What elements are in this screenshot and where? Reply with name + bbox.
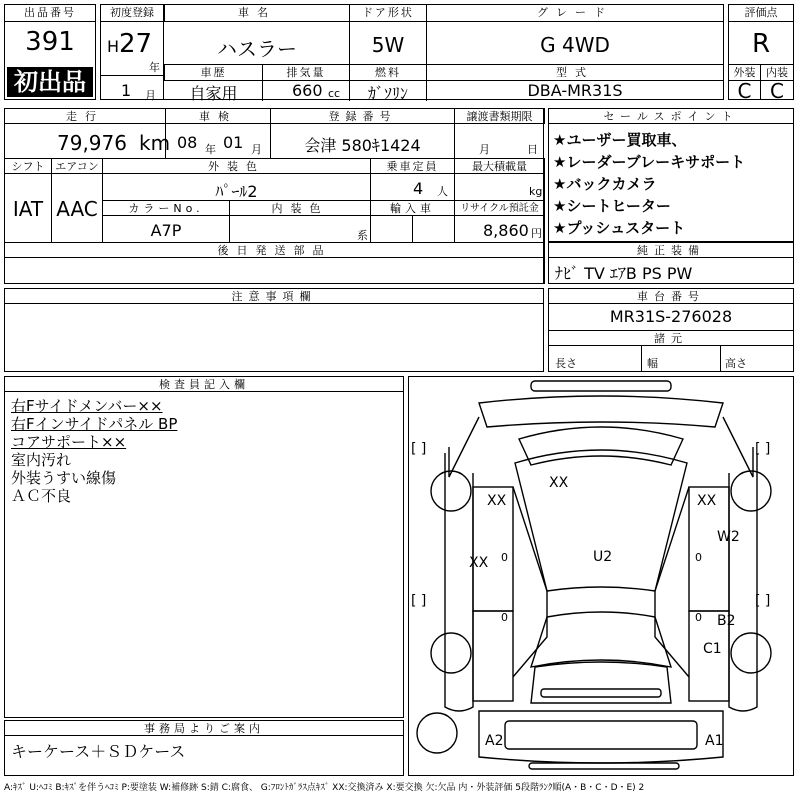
- displacement: 660: [292, 81, 323, 100]
- first-reg-label: 初度登録: [100, 4, 164, 22]
- history-label: 車歴: [164, 64, 263, 81]
- lot-box: [4, 4, 96, 100]
- era: H: [107, 37, 120, 56]
- shift: IAT: [12, 197, 44, 221]
- ac: AAC: [56, 197, 98, 221]
- score-label: 評価点: [728, 4, 794, 22]
- ext-color-label: 外装色: [102, 158, 371, 174]
- chassis-box: [548, 288, 794, 372]
- mark-right-bracket: [ ]: [755, 441, 771, 457]
- rear-view-window: [505, 721, 697, 749]
- mark-rear-left: A2: [485, 733, 504, 749]
- dims-label: 諸元: [548, 330, 794, 346]
- capacity: 4: [413, 179, 424, 198]
- inspector-line: 外装うすい線傷: [11, 469, 117, 487]
- mark-right-rear: B2: [717, 613, 736, 629]
- office-box: [4, 720, 404, 776]
- car-diagram: [408, 376, 794, 776]
- shift-label: シフト: [4, 158, 52, 174]
- mark-left-mid: XX: [469, 555, 489, 571]
- hood-outline: [479, 396, 723, 427]
- inspector-lines: [11, 397, 177, 505]
- first-listing-badge: 初出品: [7, 67, 93, 97]
- reg-month: 1: [121, 81, 132, 100]
- insp-year-unit: 年: [205, 143, 216, 156]
- lot-number: 391: [25, 27, 75, 57]
- mark-zero: 0: [695, 551, 702, 564]
- insp-month-unit: 月: [251, 143, 262, 156]
- inspector-line: 右Fインサイドパネル BP: [11, 415, 178, 433]
- int-color-unit: 系: [357, 229, 368, 242]
- ext-score: C: [737, 79, 752, 103]
- equipment: ﾅﾋﾞ TV ｴｱB PS PW: [555, 264, 693, 283]
- windshield-outline: [519, 427, 683, 465]
- car-name: ハスラー: [217, 37, 297, 61]
- mileage-unit: km: [139, 131, 171, 155]
- transfer-label: 譲渡書類期限: [454, 108, 545, 124]
- import-label: 輸入車: [370, 200, 455, 216]
- sales-point: ★プッシュスタート: [553, 219, 686, 237]
- equipment-label: 純正装備: [548, 242, 794, 258]
- mark-left-bracket-2: [ ]: [411, 593, 427, 609]
- mark-roof: XX: [549, 475, 569, 491]
- capacity-unit: 人: [437, 185, 448, 198]
- color-no-label: カラーNo.: [102, 200, 230, 216]
- transfer-day: 日: [527, 143, 538, 156]
- inspection-label: 車検: [165, 108, 271, 124]
- sales-point: ★バックカメラ: [553, 175, 657, 193]
- right-fender-outline: [723, 417, 753, 477]
- front-bumper-shape: [531, 381, 671, 391]
- inspector-label: 検査員記入欄: [4, 376, 404, 392]
- mark-center: U2: [593, 549, 613, 565]
- sales-label: セールスポイント: [548, 108, 794, 124]
- displacement-unit: cc: [328, 87, 341, 100]
- int-score: C: [770, 79, 784, 103]
- center-body-outline: [513, 487, 547, 677]
- left-door-rear: [473, 611, 513, 701]
- chassis-label: 車台番号: [548, 288, 794, 304]
- recycle: 8,860: [483, 221, 529, 240]
- inspector-line: ＡＣ不良: [11, 487, 72, 505]
- sales-point: ★ユーザー買取車、: [553, 131, 687, 149]
- plate: 会津 580ｷ1424: [304, 136, 421, 155]
- reg-year-unit: 年: [149, 61, 160, 74]
- mark-left-front: XX: [487, 493, 507, 509]
- door: 5W: [371, 33, 405, 57]
- history: 自家用: [189, 84, 238, 103]
- fuel-label: 燃料: [349, 64, 427, 81]
- mark-zero: 0: [501, 551, 508, 564]
- dim-height: 高さ: [725, 357, 747, 370]
- mark-rear-right: A1: [705, 733, 724, 749]
- import-cell-a: [370, 215, 413, 243]
- int-color-label: 内装色: [229, 200, 371, 216]
- dim-width: 幅: [647, 357, 658, 370]
- inspector-line: コアサポート××: [11, 433, 127, 451]
- first-reg-box: [100, 4, 164, 100]
- history-cell: [262, 80, 350, 101]
- recycle-unit: 円: [531, 227, 542, 240]
- chassis-number: MR31S-276028: [609, 307, 733, 326]
- rear-view-outline: [479, 711, 723, 763]
- mark-right-front: XX: [697, 493, 717, 509]
- wheel-front-right: [731, 471, 771, 511]
- notes-label: 注意事項欄: [4, 288, 544, 304]
- left-fender-outline: [449, 417, 479, 477]
- ac-label: エアコン: [51, 158, 103, 174]
- score-box: [728, 4, 794, 103]
- equipment-box: [548, 242, 794, 284]
- sales-points: [553, 129, 745, 239]
- rear-window-outline: [531, 612, 671, 667]
- grade: G 4WD: [540, 33, 610, 57]
- ext-label: 外装: [728, 64, 761, 81]
- reg-month-unit: 月: [145, 89, 156, 102]
- model: DBA-MR31S: [527, 81, 623, 100]
- car-row-box: [164, 4, 724, 103]
- car-diagram-svg: [409, 377, 793, 775]
- car-row-divider-1: [349, 21, 427, 65]
- mark-zero: 0: [501, 611, 508, 624]
- spare-wheel: [417, 713, 457, 753]
- car-name-label: 車名: [164, 4, 350, 22]
- ext-color: ﾊﾟｰﾙ2: [215, 182, 258, 201]
- import-cell-b: [412, 215, 455, 243]
- later-parts-label: 後日発送部品: [4, 242, 545, 258]
- color-no: A7P: [150, 221, 182, 240]
- int-color-cell: [229, 215, 371, 243]
- mileage-label: 走行: [4, 108, 166, 124]
- inspector-box: [4, 376, 404, 718]
- door-label: ドア形状: [349, 4, 427, 22]
- center-body-outline-r: [655, 487, 689, 677]
- load-unit: kg: [529, 185, 543, 198]
- notes-box: [4, 288, 544, 372]
- rear-bumper-bottom: [529, 763, 679, 769]
- inspector-line: 室内汚れ: [11, 451, 72, 469]
- recycle-label: リサイクル預託金: [454, 200, 545, 216]
- mileage: 79,976: [57, 131, 127, 155]
- wheel-front-left: [431, 471, 471, 511]
- model-label: 型式: [426, 64, 724, 81]
- wheel-rear-right: [731, 633, 771, 673]
- mark-right-rear-wheel: C1: [703, 641, 722, 657]
- rear-bumper-shape: [541, 689, 661, 697]
- transfer-month: 月: [479, 143, 490, 156]
- mark-right-mid: W2: [717, 529, 740, 545]
- inspector-line: 右Fサイドメンバー××: [11, 397, 163, 415]
- wheel-rear-left: [431, 633, 471, 673]
- displacement-label: 排気量: [262, 64, 350, 81]
- grade-label: グレード: [426, 4, 724, 22]
- office-label: 事務局よりご案内: [4, 720, 404, 736]
- middle-box: [4, 108, 544, 284]
- mark-left-bracket: [ ]: [411, 441, 427, 457]
- reg-year: 27: [119, 29, 153, 59]
- load-label: 最大積載量: [454, 158, 545, 174]
- score: R: [751, 29, 771, 59]
- sales-point: ★レーダーブレーキサポート: [553, 153, 746, 171]
- insp-year: 08: [177, 133, 198, 152]
- plate-label: 登録番号: [270, 108, 455, 124]
- sales-point: ★シートヒーター: [553, 197, 671, 215]
- int-label: 内装: [760, 64, 794, 81]
- sales-box: [548, 108, 794, 242]
- mark-zero: 0: [695, 611, 702, 624]
- later-parts-cell: [4, 257, 545, 284]
- lot-label: 出品番号: [4, 4, 96, 22]
- dim-length: 長さ: [555, 357, 577, 370]
- capacity-label: 乗車定員: [370, 158, 455, 174]
- mark-right-bracket-2: [ ]: [755, 593, 771, 609]
- fuel: ｶﾞｿﾘﾝ: [367, 84, 408, 103]
- legend: A:ｷｽﾞ U:ﾍｺﾐ B:ｷｽﾞを伴うﾍｺﾐ P:要塗装 W:補修跡 S:錆 C:腐食、 G:ﾌﾛﾝﾄｶﾞﾗｽ点ｷｽﾞ XX:交換済み X:要交換 欠:欠品 内・外装評価 5段階ﾗﾝｸ順(A・B・C・D・E) 2: [4, 783, 645, 793]
- office-note: キーケース＋ＳＤケース: [11, 742, 186, 761]
- insp-month: 01: [223, 133, 244, 152]
